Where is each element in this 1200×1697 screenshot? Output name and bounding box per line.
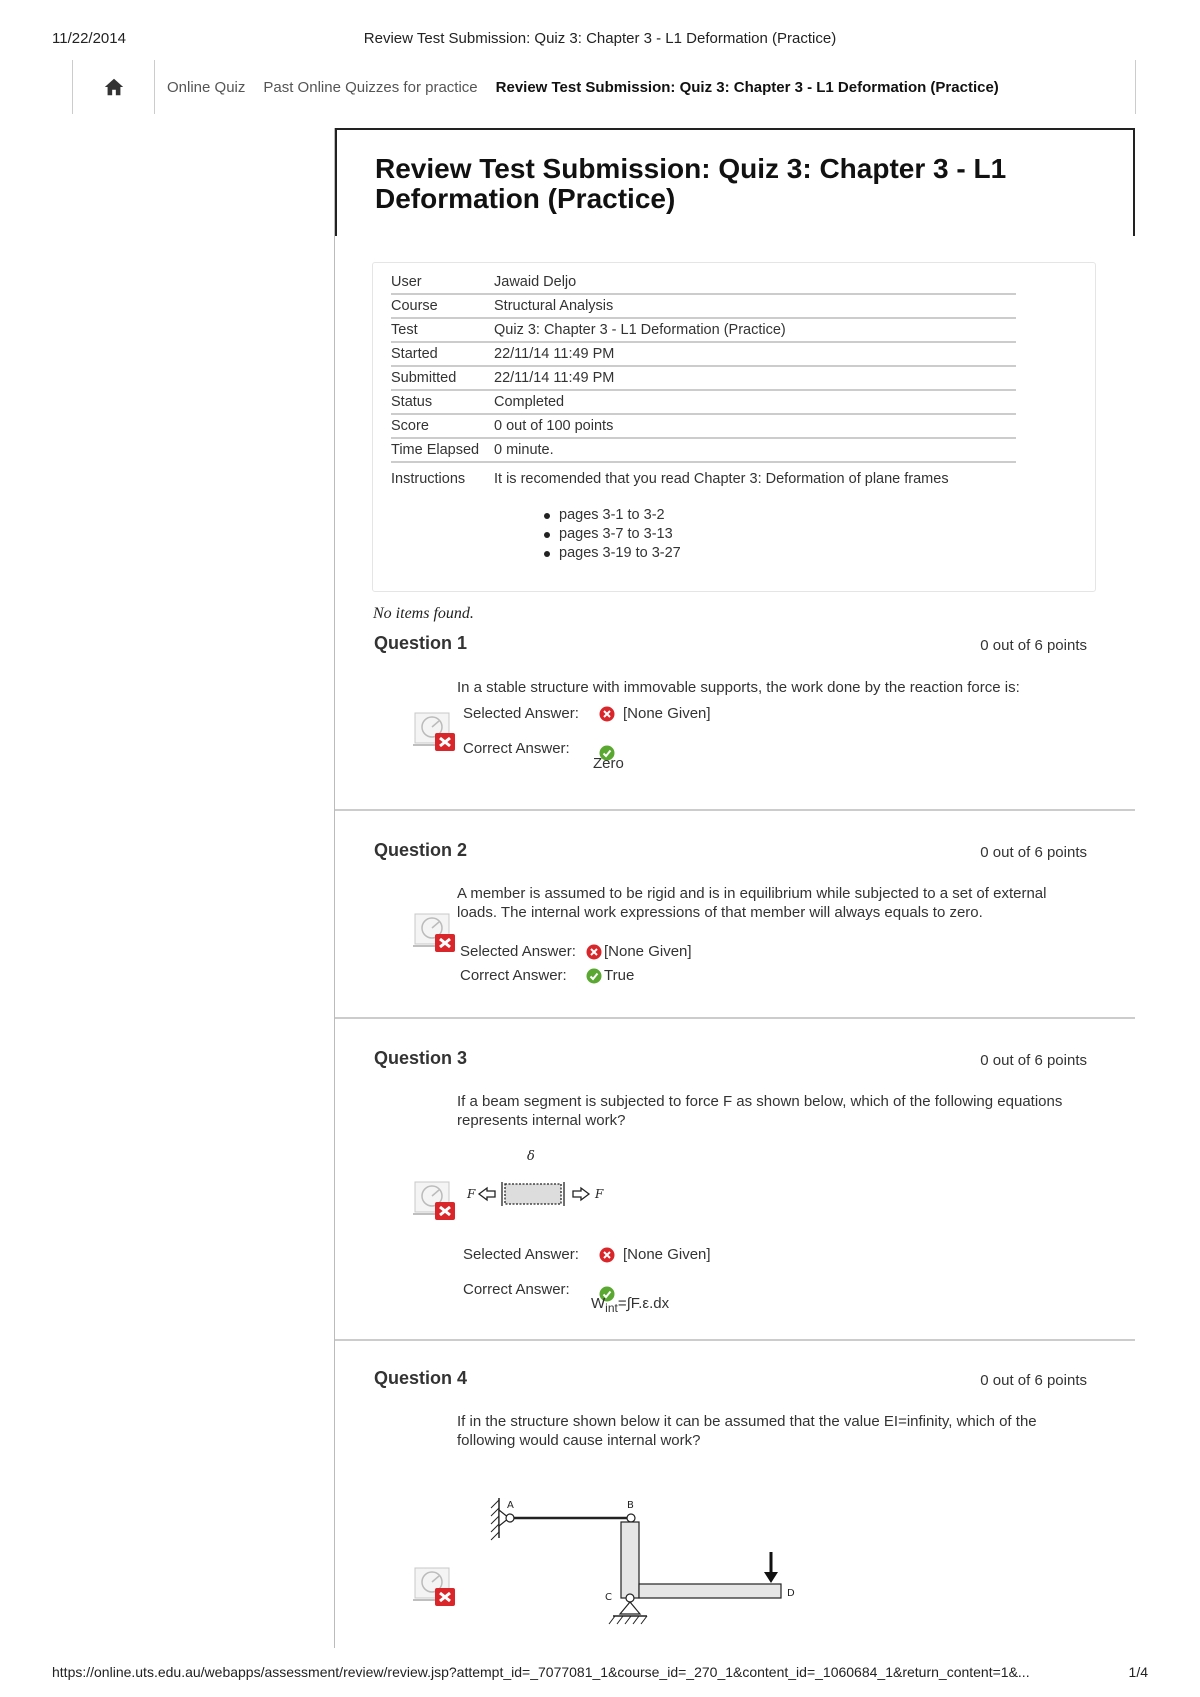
submission-info-panel [372,262,1096,592]
incorrect-grade-icon [413,1178,457,1222]
breadcrumb-online-quiz[interactable]: Online Quiz [167,78,246,96]
content-column [334,128,1134,1648]
footer-url: https://online.uts.edu.au/webapps/assessment/review/review.jsp?attempt_id=_7077081_1&course_id=_270_1&content_id=_1060684_1&return_content=1&... [52,1664,1030,1680]
label-c: C [605,1592,612,1603]
info-row-status: Status Completed [391,390,1016,414]
incorrect-grade-icon [413,709,457,753]
check-circle-icon [586,968,602,984]
question-text: A member is assumed to be rigid and is in equilibrium while subjected to a set of external loads. The internal work expressions of that member will always equals to zero. [457,885,1047,921]
question-text: In a stable structure with immovable supports, the work done by the reaction force is: [457,679,1020,696]
breadcrumb-past-quizzes[interactable]: Past Online Quizzes for practice [263,78,478,96]
print-header [52,30,1148,50]
print-date: 11/22/2014 [52,30,126,47]
correct-answer-label: Correct Answer: [460,967,567,984]
question-title: Question 4 [374,1368,468,1388]
breadcrumb-current: Review Test Submission: Quiz 3: Chapter 3 - L1 Deformation (Practice) [495,78,999,96]
x-circle-icon [599,706,615,722]
course-value: Structural Analysis [494,294,1016,318]
home-icon [103,76,125,98]
selected-answer-label: Selected Answer: [463,705,579,722]
info-row-test: Test Quiz 3: Chapter 3 - L1 Deformation (Practice) [391,318,1016,342]
selected-answer-value: [None Given] [623,705,711,722]
question-3 [335,1048,1135,1315]
x-circle-icon [599,1247,615,1263]
title-box [335,128,1135,236]
label-b: B [627,1500,634,1511]
correct-answer-value: Zero [593,755,624,772]
selected-answer-value: [None Given] [623,1246,711,1263]
question-text: If a beam segment is subjected to force F as shown below, which of the following equations represents internal work? [457,1093,1063,1129]
info-row-started: Started 22/11/14 11:49 PM [391,342,1016,366]
info-row-instructions: Instructions It is recomended that you read Chapter 3: Deformation of plane frames pages 3-1 to 3-2 pages 3-7 to 3-13 pages 3-19 to 3-27 [391,462,1016,571]
incorrect-grade-icon [413,910,457,954]
correct-answer-label: Correct Answer: [463,1280,570,1298]
instructions-text: It is recomended that you read Chapter 3: Deformation of plane frames [494,471,949,487]
correct-answer-label: Correct Answer: [463,739,570,757]
label-a: A [507,1500,514,1511]
home-button[interactable] [73,60,155,114]
breadcrumb [155,79,999,96]
info-row-user: User Jawaid Deljo [391,271,1016,294]
question-points: 0 out of 6 points [980,637,1087,654]
question-2 [335,840,1135,1000]
list-item: pages 3-7 to 3-13 [544,525,1016,544]
test-value: Quiz 3: Chapter 3 - L1 Deformation (Practice) [494,318,1016,342]
selected-answer-label: Selected Answer: [463,1246,579,1263]
info-row-submitted: Submitted 22/11/14 11:49 PM [391,366,1016,390]
no-items-message: No items found. [373,605,474,622]
label-d: D [787,1588,795,1599]
print-title: Review Test Submission: Quiz 3: Chapter 3 - L1 Deformation (Practice) [363,30,837,47]
question-title: Question 1 [374,633,468,653]
time-elapsed-value: 0 minute. [494,438,1016,462]
question-divider [335,1339,1135,1341]
list-item: pages 3-1 to 3-2 [544,506,1016,525]
question-4 [335,1368,1135,1648]
list-item: pages 3-19 to 3-27 [544,544,1016,563]
question-title: Question 2 [374,840,468,860]
question-divider [335,809,1135,811]
submitted-value: 22/11/14 11:49 PM [494,366,1016,390]
correct-answer-row [460,967,634,984]
beam-segment-figure [465,1148,615,1212]
question-points: 0 out of 6 points [980,1052,1087,1069]
correct-answer-value: True [604,967,635,984]
question-text: If in the structure shown below it can be assumed that the value EI=infinity, which of the following would cause internal work? [457,1413,1037,1449]
selected-answer-value: [None Given] [604,943,692,960]
left-force-label: F [467,1187,476,1201]
selected-answer-row [463,1246,711,1263]
submission-info-table [391,271,1016,571]
selected-answer-label: Selected Answer: [460,943,576,960]
footer-page-number: 1/4 [1128,1664,1148,1680]
selected-answer-row [463,705,711,722]
selected-answer-row [460,943,692,960]
question-points: 0 out of 6 points [980,1372,1087,1389]
info-row-score: Score 0 out of 100 points [391,414,1016,438]
question-title: Question 3 [374,1048,468,1068]
info-row-course: Course Structural Analysis [391,294,1016,318]
question-1 [335,633,1135,772]
question-points: 0 out of 6 points [980,844,1087,861]
delta-label: δ [527,1149,535,1164]
right-force-label: F [595,1187,604,1201]
pages-list [544,506,1016,563]
correct-answer-value: $W_{int}=\int F.\varepsilon.dx$ [591,1295,670,1315]
incorrect-grade-icon [413,1564,457,1608]
page-title: Review Test Submission: Quiz 3: Chapter 3 - L1 Deformation (Practice) [375,153,1007,214]
breadcrumb-bar [72,60,1136,114]
started-value: 22/11/14 11:49 PM [494,342,1016,366]
score-value: 0 out of 100 points [494,414,1016,438]
info-row-time-elapsed: Time Elapsed 0 minute. [391,438,1016,462]
status-value: Completed [494,390,1016,414]
x-circle-icon [586,944,602,960]
frame-structure-figure [485,1486,805,1636]
question-divider [335,1017,1135,1019]
user-value: Jawaid Deljo [494,271,1016,294]
